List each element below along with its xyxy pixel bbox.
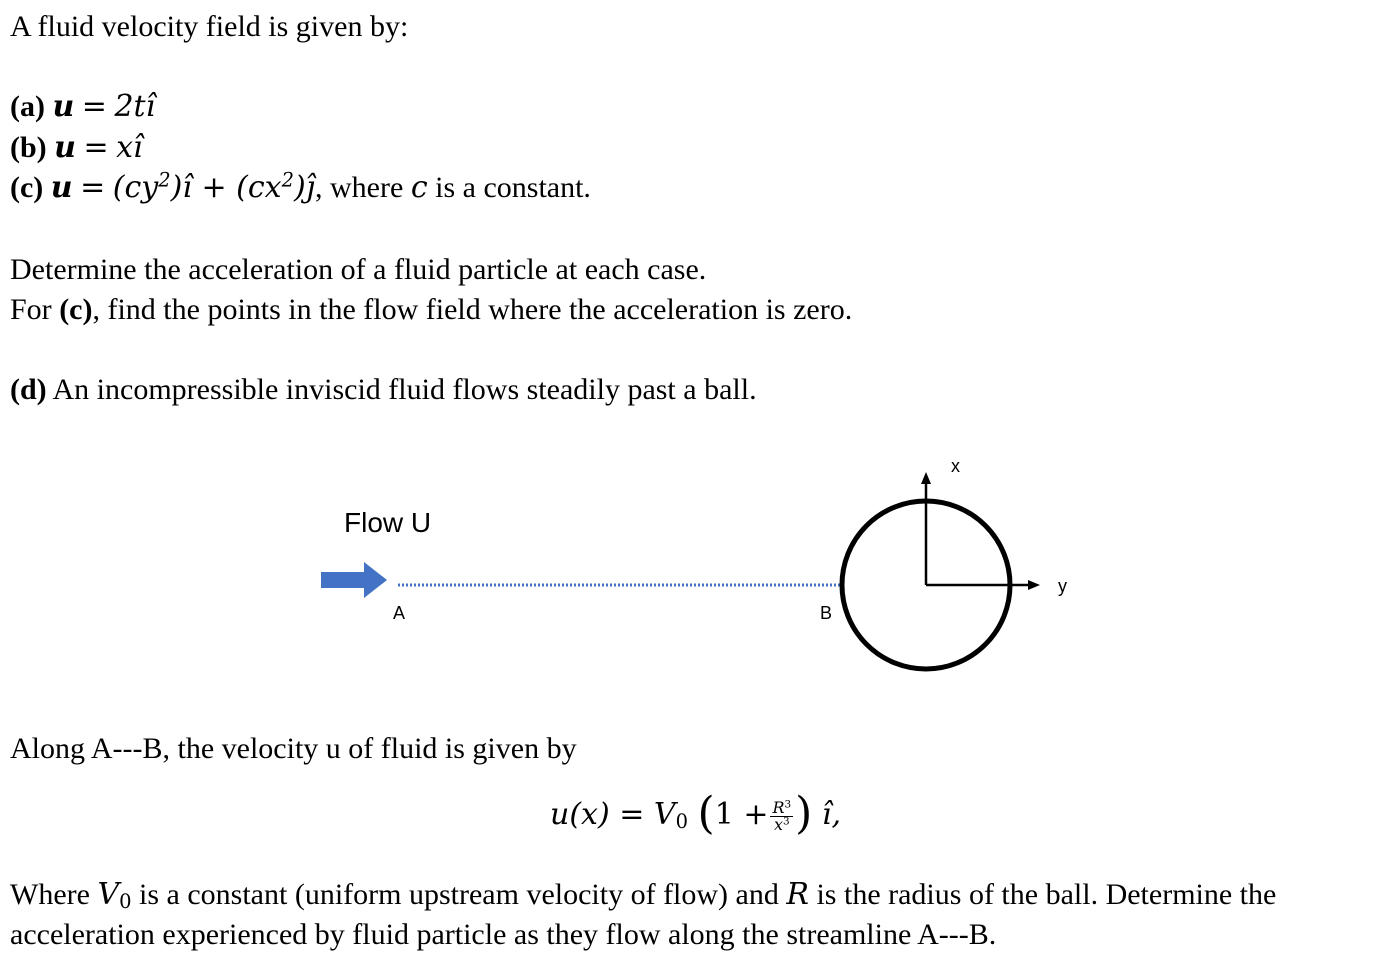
equation-v0: $V_0$	[653, 797, 688, 833]
case-b-u: u	[54, 130, 76, 165]
last-line-text: acceleration experienced by fluid particle as they flow along the streamline A---B.	[10, 918, 997, 951]
task-zero-acceleration: For (c), find the points in the flow field where the acceleration is zero.	[10, 293, 853, 326]
velocity-equation: $u(x) = V_0$ (1 + $\frac{R^3}{x^3}$ ) ı̂,	[550, 788, 841, 839]
case-c-eq: =	[80, 170, 106, 205]
case-b-eq: =	[83, 130, 109, 165]
point-b-label: B	[820, 603, 833, 623]
x-axis-label: x	[951, 456, 960, 476]
where-text: Where $V_0$ is a constant (uniform upstream velocity of flow) and R is the radius of the ball. Determine the	[10, 877, 1277, 913]
point-a-label: A	[393, 603, 406, 623]
case-a-rhs: 2tî	[114, 89, 156, 124]
case-a-eq: =	[81, 89, 107, 124]
case-c-const: c	[410, 170, 428, 205]
y-axis-arrow-icon	[1028, 580, 1040, 590]
equation-fraction: $\frac{R^3}{x^3}$	[772, 797, 792, 834]
case-c-label: (c)	[10, 171, 44, 204]
case-b-label: (b)	[10, 131, 47, 164]
task-acceleration: Determine the acceleration of a fluid particle at each case.	[10, 253, 707, 286]
case-a-u: u	[52, 89, 75, 124]
case-b-rhs: xî	[116, 130, 143, 165]
intro-text: A fluid velocity field is given by:	[10, 10, 409, 43]
part-d-text: (d) An incompressible inviscid fluid flows steadily past a ball.	[10, 373, 757, 406]
x-axis-arrow-icon	[921, 472, 931, 484]
y-axis-label: y	[1058, 576, 1067, 596]
flow-u-label: Flow U	[344, 507, 432, 538]
case-c-rhs: $(cy^2)î$ + $(cx^2)ĵ$	[112, 168, 316, 205]
case-a	[10, 89, 156, 124]
flow-arrow-icon	[321, 562, 387, 598]
case-c	[10, 168, 591, 205]
case-a-label: (a)	[10, 90, 45, 123]
equation-lhs: u(x)	[550, 797, 610, 832]
ball-flow-diagram	[0, 440, 1373, 690]
case-c-u: u	[50, 170, 73, 205]
case-c-tail-a: , where	[315, 171, 411, 204]
case-b	[10, 130, 143, 165]
case-c-tail-b: is a constant.	[427, 171, 591, 204]
equation-unit-vector: ı̂,	[821, 797, 841, 832]
equation-one-plus: 1 +	[714, 797, 769, 832]
equation-eq: =	[619, 797, 645, 832]
along-text: Along A---B, the velocity u of fluid is given by	[10, 732, 577, 765]
